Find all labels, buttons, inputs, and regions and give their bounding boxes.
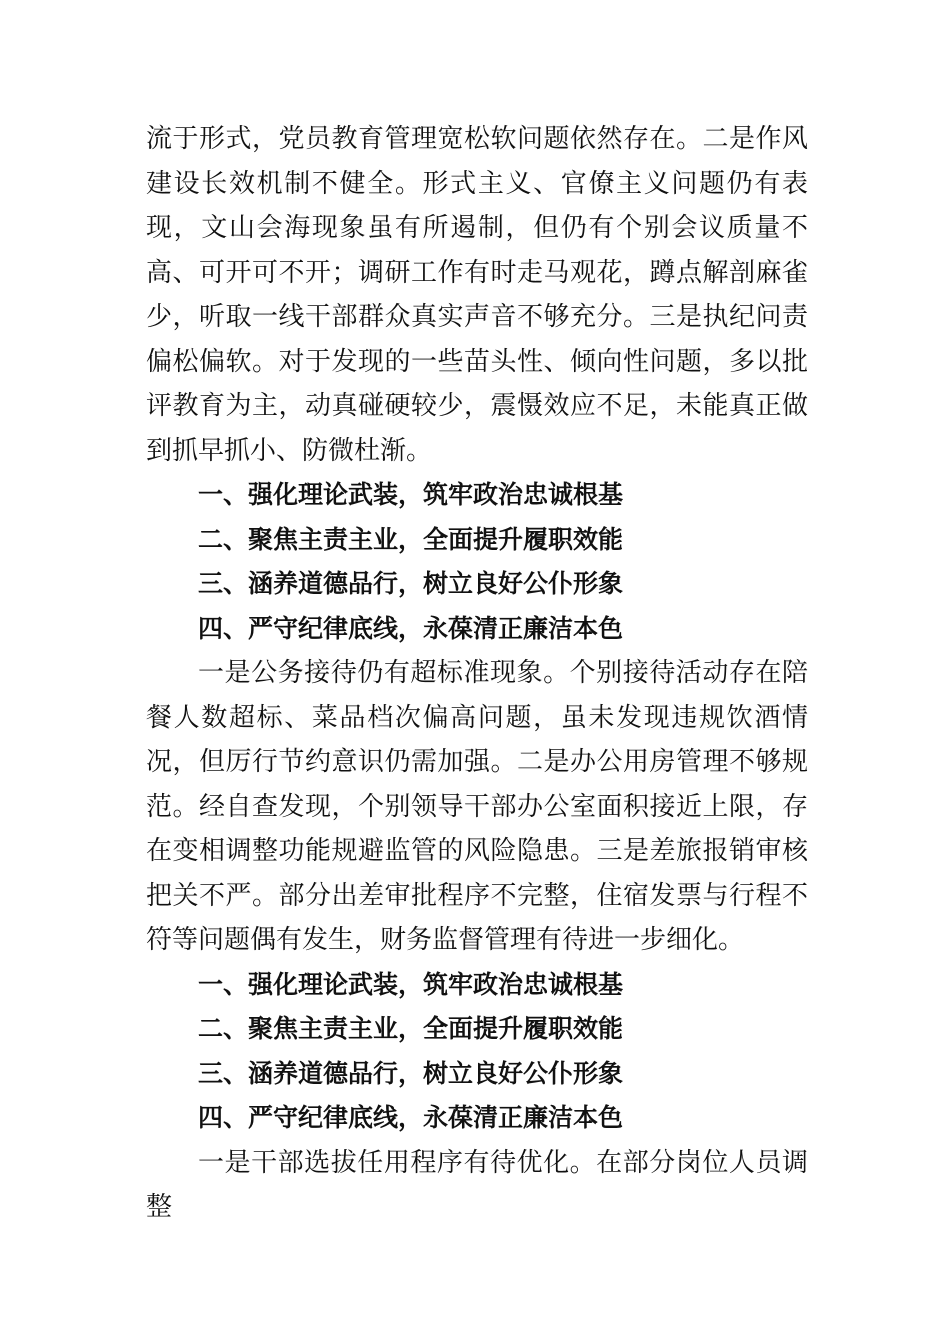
section-heading: 一、强化理论武装，筑牢政治忠诚根基 — [198, 480, 624, 509]
document-body — [146, 117, 808, 1230]
body-paragraph: 一是公务接待仍有超标准现象。个别接待活动存在陪餐人数超标、菜品档次偏高问题，虽未发现违规饮酒情况，但厉行节约意识仍需加强。二是办公用房管理不够规范。经自查发现，个别领导干部办公室面积接近上限，存在变相调整功能规避监管的风险隐患。三是差旅报销审核把关不严。部分出差审批程序不完整，住宿发票与行程不符等问题偶有发生，财务监督管理有待进一步细化。 — [146, 658, 808, 955]
section-heading: 三、涵养道德品行，树立良好公仆形象 — [198, 1058, 624, 1088]
body-paragraph-truncated: 一是干部选拔任用程序有待优化。在部分岗位人员调整 — [146, 1147, 808, 1222]
section-heading: 四、严守纪律底线，永葆清正廉洁本色 — [198, 1103, 624, 1132]
section-heading: 四、严守纪律底线，永葆清正廉洁本色 — [198, 613, 624, 643]
section-heading: 二、聚焦主责主业，全面提升履职效能 — [198, 1014, 624, 1043]
section-heading: 一、强化理论武装，筑牢政治忠诚根基 — [198, 969, 624, 999]
body-paragraph-continuation: 流于形式，党员教育管理宽松软问题依然存在。二是作风建设长效机制不健全。形式主义、官僚主义问题仍有表现，文山会海现象虽有所遏制，但仍有个别会议质量不高、可开可不开；调研工作有时走马观花，蹲点解剖麻雀少，听取一线干部群众真实声音不够充分。三是执纪问责偏松偏软。对于发现的一些苗头性、倾向性问题，多以批评教育为主，动真碰硬较少，震慑效应不足，未能真正做到抓早抓小、防微杜渐。 — [146, 124, 808, 466]
section-heading-list-2 — [146, 963, 808, 1141]
section-heading-list-1 — [146, 473, 808, 651]
section-heading: 二、聚焦主责主业，全面提升履职效能 — [198, 524, 624, 554]
section-heading: 三、涵养道德品行，树立良好公仆形象 — [198, 569, 624, 598]
